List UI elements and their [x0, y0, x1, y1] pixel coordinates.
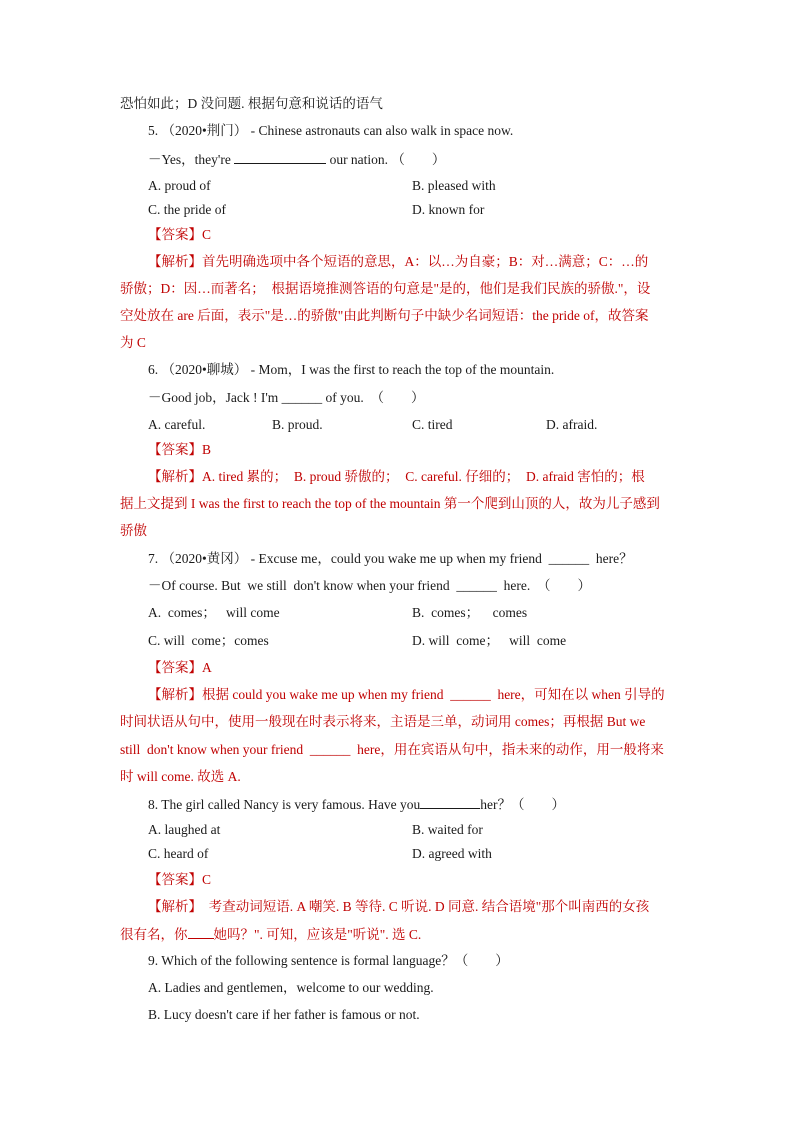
q8-answer	[148, 871, 211, 889]
q6-answer-value: B	[202, 442, 212, 457]
q7-answer-value: A	[202, 660, 212, 675]
answer-tag: 【答案】	[148, 442, 202, 457]
q7-analysis-line-1	[148, 686, 665, 704]
q5-reply	[148, 150, 445, 169]
q5-answer-value: C	[202, 227, 212, 242]
q9-option-a: A. Ladies and gentlemen，welcome to our wedding.	[148, 980, 434, 995]
q5-option-a: A. proud of	[148, 178, 211, 193]
q6-option-d: D. afraid.	[546, 417, 598, 432]
q5-option-b: B. pleased with	[412, 178, 496, 193]
analysis-tag: 【解析】	[148, 687, 202, 702]
q5-answer-blank	[234, 150, 326, 164]
q8-stem-end: her？（ ）	[480, 797, 566, 812]
q5-option-d: D. known for	[412, 202, 485, 217]
q8-option-b: B. waited for	[412, 822, 483, 837]
q7-analysis-line-4: 时 will come. 故选 A.	[120, 769, 241, 784]
analysis-tag: 【解析】	[148, 899, 202, 914]
q6-analysis-line-2: 据上文提到 I was the first to reach the top of the mountain 第一个爬到山顶的人，故为儿子感到	[120, 496, 660, 511]
q7-option-d: D. will come； will come	[412, 633, 567, 648]
q5-reply-start: －Yes，they're	[148, 152, 231, 167]
q5-analysis-line-4: 为 C	[120, 335, 146, 350]
q6-option-a: A. careful.	[148, 417, 206, 432]
answer-tag: 【答案】	[148, 872, 202, 887]
q6-answer	[148, 441, 211, 459]
q7-analysis-line-3: still don't know when your friend ______ here，用在宾语从句中，指未来的动作，用一般将来	[120, 742, 664, 757]
q7-stem: 7. （2020•黄冈） - Excuse me，could you wake me up when my friend ______ here？	[148, 551, 633, 566]
q9-option-b: B. Lucy doesn't care if her father is famous or not.	[148, 1007, 420, 1022]
analysis-tag: 【解析】	[148, 469, 202, 484]
q7-answer	[148, 659, 212, 677]
q5-option-c: C. the pride of	[148, 202, 226, 217]
q8-option-c: C. heard of	[148, 846, 209, 861]
q8-analysis-line-2	[120, 925, 421, 944]
q7-analysis-line-2: 时间状语从句中，使用一般现在时表示将来，主语是三单，动词用 comes；再根据 But we	[120, 714, 646, 729]
q5-analysis-line-3: 空处放在 are 后面，表示"是…的骄傲"由此判断句子中缺少名词短语：the pride of，故答案	[120, 308, 649, 323]
q8-stem-start: 8. The girl called Nancy is very famous. Have you	[148, 797, 421, 812]
q8-option-d: D. agreed with	[412, 846, 492, 861]
q8-analysis-blank	[188, 925, 214, 939]
q8-answer-blank	[420, 795, 480, 809]
q9-stem: 9. Which of the following sentence is formal language？（ ）	[148, 953, 509, 968]
intro-line: 恐怕如此；D 没问题. 根据句意和说话的语气	[120, 96, 383, 111]
q5-analysis-line-2: 骄傲；D：因…而著名； 根据语境推测答语的句意是"是的，他们是我们民族的骄傲."，设	[120, 281, 651, 296]
q8-analysis-text-2a: 很有名，你	[120, 927, 188, 942]
q8-option-a: A. laughed at	[148, 822, 221, 837]
answer-tag: 【答案】	[148, 660, 202, 675]
q8-stem	[148, 795, 565, 814]
answer-tag: 【答案】	[148, 227, 202, 242]
q5-reply-end: our nation. （ ）	[329, 152, 446, 167]
q7-reply: －Of course. But we still don't know when your friend ______ here. （ ）	[148, 578, 591, 593]
q7-option-a: A. comes； will come	[148, 605, 280, 620]
q6-reply: －Good job，Jack ! I'm ______ of you. （ ）	[148, 390, 425, 405]
q7-analysis-text-1: 根据 could you wake me up when my friend ______ here，可知在以 when 引导的	[202, 687, 665, 702]
q6-stem: 6. （2020•聊城） - Mom，I was the first to reach the top of the mountain.	[148, 362, 555, 377]
q6-analysis-line-1	[148, 468, 645, 486]
q5-stem: 5. （2020•荆门） - Chinese astronauts can also walk in space now.	[148, 123, 514, 138]
q8-analysis-text-1: 考查动词短语. A 嘲笑. B 等待. C 听说. D 同意. 结合语境"那个叫南西的女孩	[202, 899, 650, 914]
q8-analysis-line-1	[148, 898, 649, 916]
q6-analysis-line-3: 骄傲	[120, 523, 147, 538]
q5-analysis-line-1	[148, 253, 648, 271]
q7-option-c: C. will come；comes	[148, 633, 269, 648]
q5-analysis-text-1: 首先明确选项中各个短语的意思，A：以…为自豪；B：对…满意；C：…的	[202, 254, 649, 269]
q8-analysis-text-2b: 她吗？". 可知，应该是"听说". 选 C.	[213, 927, 422, 942]
q6-option-b: B. proud.	[272, 417, 323, 432]
q5-answer	[148, 226, 211, 244]
q8-answer-value: C	[202, 872, 212, 887]
q6-analysis-text-1: A. tired 累的； B. proud 骄傲的； C. careful. 仔细的； D. afraid 害怕的；根	[202, 469, 645, 484]
analysis-tag: 【解析】	[148, 254, 202, 269]
q6-option-c: C. tired	[412, 417, 453, 432]
q7-option-b: B. comes； comes	[412, 605, 528, 620]
